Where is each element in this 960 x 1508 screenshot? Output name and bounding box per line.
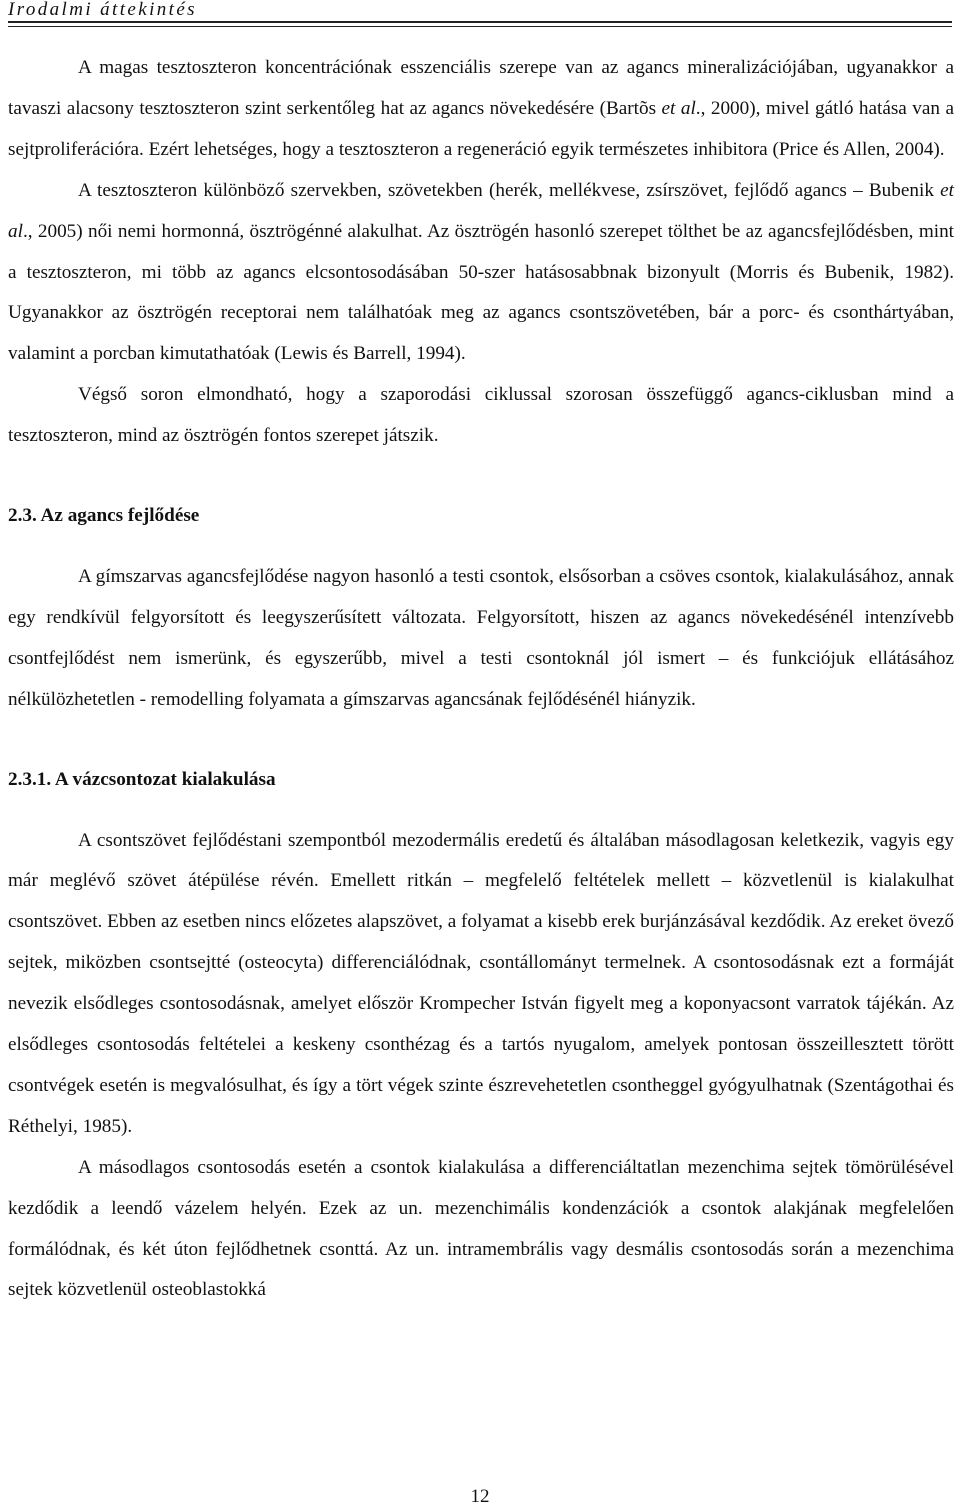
italic-run: et al — [661, 97, 696, 119]
text-run: A gímszarvas agancsfejlődése nagyon hasonló a testi csontok, elsősorban a csöves csontok, kialakulásához, annak egy rendkívül felgyorsított és leegyszerűsített változata. Felgyorsított, hiszen az agancs növekedésénél intenzívebb csontfejlődést nem ismerünk, és egyszerűbb, mivel a testi csontoknál jól ismert – és funkciójuk ellátásához nélkülözhetetlen - remodelling folyamata a gímszarvas agancsának fejlődésénél hiányzik. — [8, 565, 954, 710]
text-run: A csontszövet fejlődéstani szempontból mezodermális eredetű és általában másodlagosan keletkezik, vagyis egy már meglévő szövet átépülése révén. Emellett ritkán – megfelelő feltételek mellett – közvetlenül is kialakulhat csontszövet. Ebben az esetben nincs előzetes alapszövet, a folyamat a kisebb erek burjánzásával kezdődik. Az ereket övező sejtek, miközben csontsejtté (osteocyta) differenciálódnak, csontállományt termelnek. A csontosodásnak ezt a formáját nevezik elsődleges csontosodásnak, amelyet először Krompecher István figyelt meg a koponyacsont varratok tájékán. Az elsődleges csontosodás feltételei a keskeny csonthézag és a tartós nyugalom, amelyek pontosan összeillesztett törött csontvégek esetén is megvalósulhat, és így a tört végek szinte észrevehetetlen csontheggel gyógyulhatnak (Szentágothai és Réthelyi, 1985). — [8, 829, 954, 1137]
paragraph-bone-tissue — [8, 821, 954, 1148]
header-rule — [8, 21, 952, 23]
paragraph-testosterone-conversion — [8, 171, 954, 376]
text-run: A másodlagos csontosodás esetén a csontok kialakulása a differenciáltatlan mezenchima sejtek tömörülésével kezdődik a leendő vázelem helyén. Ezek az un. mezenchimális kondenzációk a csontok alakjának megfelelően formálódnak, és két úton fejlődhetnek csonttá. Az un. intramembrális vagy desmális csontosodás során a mezenchima sejtek közvetlenül osteoblastokká — [8, 1156, 954, 1301]
text-run: A magas tesztoszteron koncentrációnak esszenciális szerepe van az agancs mineralizációjában, ugyanakkor a tavaszi alacsony tesztoszteron szint serkentőleg hat az agancs növekedésére (Bartõs — [8, 57, 954, 119]
text-run: 2.3.1. A vázcsontozat kialakulása — [8, 768, 276, 790]
header-rule-thin — [8, 26, 952, 27]
text-run: Végső soron elmondható, hogy a szaporodási ciklussal szorosan összefüggő agancs-ciklusban mind a tesztoszteron, mind az ösztrögén fontos szerepet játszik. — [8, 384, 954, 447]
page-number: 12 — [470, 1486, 490, 1507]
paragraph-summary — [8, 375, 954, 457]
section-heading-2-3 — [8, 496, 954, 537]
paragraph-secondary-ossification — [8, 1148, 954, 1312]
page-body — [8, 48, 954, 1311]
text-run: ., 2000), mivel gátló hatása van a sejtproliferációra. Ezért lehetséges, hogy a tesztoszteron a regeneráció egyik természetes inhibitora (Price és Allen, 2004). — [8, 97, 954, 160]
section-heading-2-3-1 — [8, 760, 954, 801]
running-head: Irodalmi áttekintés — [8, 0, 197, 20]
text-run: A tesztoszteron különböző szervekben, szövetekben (herék, mellékvese, zsírszövet, fejlődő agancs – Bubenik — [78, 179, 941, 201]
text-run: ., 2005) női nemi hormonná, ösztrögénné alakulhat. Az ösztrögén hasonló szerepet tölthet be az agancsfejlődésben, mint a tesztoszteron, mi több az agancs elcsontosodásában 50-szer hatásosabbnak bizonyult (Morris és Bubenik, 1982). Ugyanakkor az ösztrögén receptorai nem találhatóak meg az agancs csontszövetében, bár a porc- és csonthártyában, valamint a porcban kimutathatóak (Lewis és Barrell, 1994). — [8, 220, 954, 365]
text-run: 2.3. Az agancs fejlődése — [8, 505, 200, 527]
italic-run: et al — [8, 179, 954, 242]
paragraph-testosterone-mineralization — [8, 48, 954, 171]
paragraph-antler-development — [8, 557, 954, 721]
